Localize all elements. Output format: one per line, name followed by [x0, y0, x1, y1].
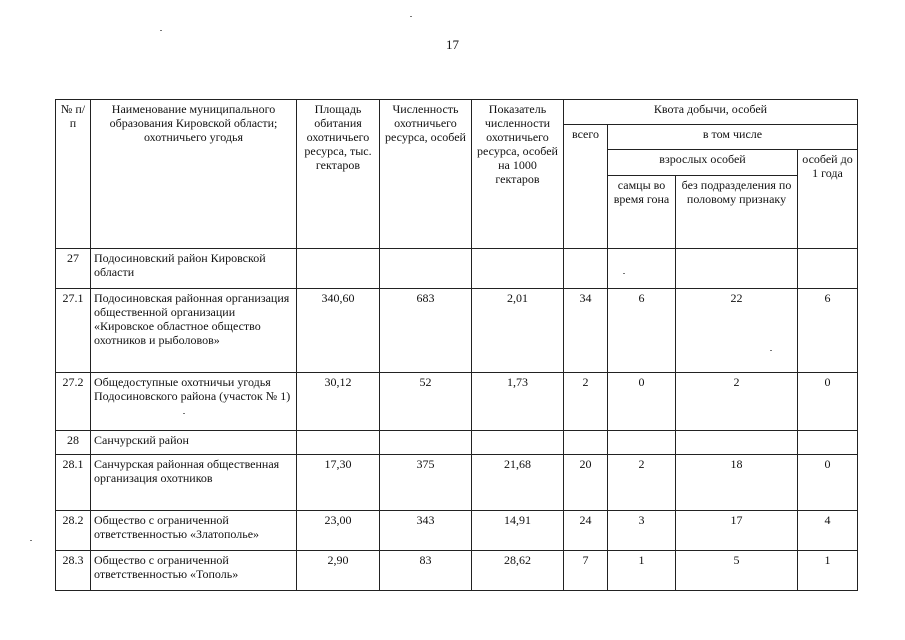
cell-num: 28.2 — [56, 511, 91, 551]
table-row — [56, 511, 858, 551]
cell-under1: 0 — [798, 373, 858, 431]
table-row — [56, 373, 858, 431]
cell-under1: 6 — [798, 289, 858, 373]
cell-area: 30,12 — [297, 373, 380, 431]
cell-count: 52 — [380, 373, 472, 431]
cell-name: Общество с ограниченной ответственностью «Тополь» — [91, 551, 297, 591]
cell-nosex: 22 — [676, 289, 798, 373]
cell-num: 27 — [56, 249, 91, 289]
scan-speck — [160, 30, 162, 31]
cell-total: 20 — [564, 455, 608, 511]
cell-total — [564, 249, 608, 289]
cell-under1: 0 — [798, 455, 858, 511]
cell-density: 2,01 — [472, 289, 564, 373]
cell-males: 6 — [608, 289, 676, 373]
cell-density — [472, 249, 564, 289]
cell-under1 — [798, 249, 858, 289]
table-row — [56, 249, 858, 289]
cell-density: 14,91 — [472, 511, 564, 551]
cell-males: 3 — [608, 511, 676, 551]
cell-nosex — [676, 431, 798, 455]
cell-nosex: 17 — [676, 511, 798, 551]
cell-under1 — [798, 431, 858, 455]
cell-total: 7 — [564, 551, 608, 591]
cell-under1: 4 — [798, 511, 858, 551]
header-quota: Квота добычи, особей — [564, 100, 858, 125]
cell-density: 21,68 — [472, 455, 564, 511]
cell-count: 83 — [380, 551, 472, 591]
quota-table — [55, 99, 858, 591]
cell-total: 24 — [564, 511, 608, 551]
header-count: Численность охотничьего ресурса, особей — [380, 100, 472, 249]
cell-num: 28 — [56, 431, 91, 455]
scan-speck — [410, 16, 412, 17]
cell-name: Подосиновская районная организация общественной организации «Кировское областное общество охотников и рыболовов» — [91, 289, 297, 373]
header-num: № п/п — [56, 100, 91, 249]
cell-num: 28.1 — [56, 455, 91, 511]
header-total: всего — [564, 125, 608, 249]
cell-area — [297, 249, 380, 289]
header-density: Показатель численности охотничьего ресурса, особей на 1000 гектаров — [472, 100, 564, 249]
scan-speck — [183, 413, 185, 414]
cell-males: 2 — [608, 455, 676, 511]
scan-speck — [623, 273, 625, 274]
header-name: Наименование муниципального образования Кировской области; охотничьего угодья — [91, 100, 297, 249]
cell-males — [608, 249, 676, 289]
cell-nosex: 5 — [676, 551, 798, 591]
cell-count — [380, 249, 472, 289]
cell-num: 28.3 — [56, 551, 91, 591]
cell-total: 34 — [564, 289, 608, 373]
header-under1: особей до 1 года — [798, 150, 858, 249]
cell-area: 2,90 — [297, 551, 380, 591]
header-adults: взрослых особей — [608, 150, 798, 176]
cell-density — [472, 431, 564, 455]
cell-nosex: 2 — [676, 373, 798, 431]
table-row — [56, 551, 858, 591]
cell-under1: 1 — [798, 551, 858, 591]
cell-nosex: 18 — [676, 455, 798, 511]
cell-density: 1,73 — [472, 373, 564, 431]
cell-count: 375 — [380, 455, 472, 511]
header-including: в том числе — [608, 125, 858, 150]
cell-name: Общедоступные охотничьи угодья Подосиновского района (участок № 1) — [91, 373, 297, 431]
cell-area: 23,00 — [297, 511, 380, 551]
cell-nosex — [676, 249, 798, 289]
table-row — [56, 431, 858, 455]
cell-total: 2 — [564, 373, 608, 431]
header-area: Площадь обитания охотничьего ресурса, тыс. гектаров — [297, 100, 380, 249]
cell-count — [380, 431, 472, 455]
cell-density: 28,62 — [472, 551, 564, 591]
cell-num: 27.1 — [56, 289, 91, 373]
cell-name: Общество с ограниченной ответственностью «Златополье» — [91, 511, 297, 551]
table-row — [56, 289, 858, 373]
cell-males — [608, 431, 676, 455]
cell-area: 17,30 — [297, 455, 380, 511]
page-number: 17 — [446, 37, 459, 52]
cell-name: Санчурский район — [91, 431, 297, 455]
cell-males: 1 — [608, 551, 676, 591]
cell-count: 683 — [380, 289, 472, 373]
scan-speck — [30, 540, 32, 541]
scan-speck — [770, 350, 772, 351]
cell-name: Подосиновский район Кировской области — [91, 249, 297, 289]
table-row — [56, 455, 858, 511]
cell-total — [564, 431, 608, 455]
header-males: самцы во время гона — [608, 176, 676, 249]
cell-count: 343 — [380, 511, 472, 551]
cell-males: 0 — [608, 373, 676, 431]
header-nosex: без подразделения по половому признаку — [676, 176, 798, 249]
cell-area — [297, 431, 380, 455]
cell-num: 27.2 — [56, 373, 91, 431]
cell-name: Санчурская районная общественная организация охотников — [91, 455, 297, 511]
cell-area: 340,60 — [297, 289, 380, 373]
